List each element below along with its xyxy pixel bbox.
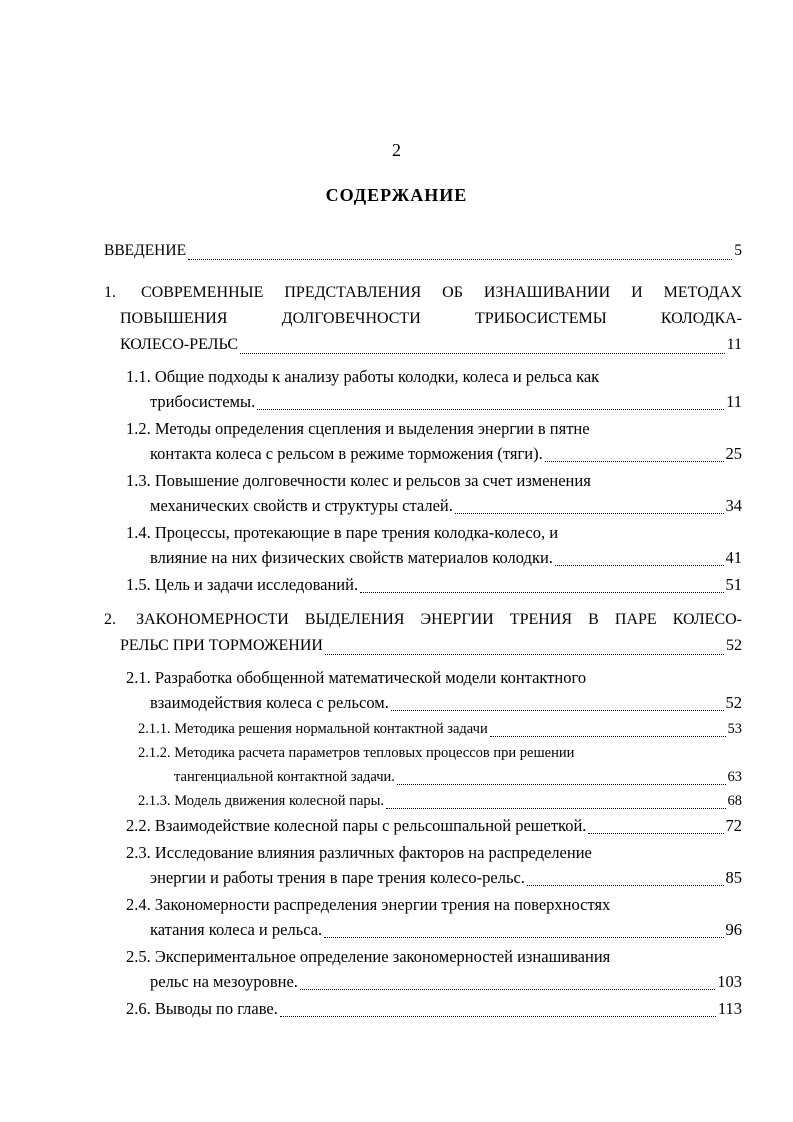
section-title-line: 2.4. Закономерности распределения энергии трения на поверхностях bbox=[126, 895, 611, 914]
section-title-line: 1.3. Повышение долговечности колес и рельсов за счет изменения bbox=[126, 471, 591, 490]
section-title-line: 1.1. Общие подходы к анализу работы колодки, колеса и рельса как bbox=[126, 367, 600, 386]
section-title-line: взаимодействия колеса с рельсом. bbox=[150, 693, 389, 712]
leader-dots bbox=[397, 783, 726, 785]
toc-page-number: 96 bbox=[725, 920, 742, 939]
chapter-title-line: КОЛЕСО-РЕЛЬС bbox=[120, 336, 238, 353]
leader-dots bbox=[325, 653, 724, 655]
toc-page-number: 52 bbox=[726, 637, 742, 654]
toc-subsection-2-1-2[interactable] bbox=[104, 741, 742, 789]
toc-section-2-6[interactable] bbox=[104, 996, 742, 1021]
section-title-line: механических свойств и структуры сталей. bbox=[150, 496, 453, 515]
toc-page-number: 11 bbox=[726, 392, 742, 411]
leader-dots bbox=[527, 884, 724, 886]
leader-dots bbox=[300, 988, 715, 990]
section-title-line: 2.6. Выводы по главе. bbox=[126, 999, 278, 1018]
leader-dots bbox=[360, 591, 723, 593]
chapter-title-line: ПОВЫШЕНИЯ ДОЛГОВЕЧНОСТИ ТРИБОСИСТЕМЫ КОЛОДКА- bbox=[120, 310, 742, 327]
leader-dots bbox=[588, 832, 723, 834]
toc-section-2-3[interactable] bbox=[104, 840, 742, 890]
toc-entry-intro[interactable] bbox=[104, 238, 742, 264]
toc-section-1-5[interactable] bbox=[104, 572, 742, 597]
toc-section-2-5[interactable] bbox=[104, 944, 742, 994]
section-title-line: 1.5. Цель и задачи исследований. bbox=[126, 575, 359, 594]
leader-dots bbox=[455, 512, 724, 514]
section-title-line: 2.3. Исследование влияния различных факторов на распределение bbox=[126, 843, 592, 862]
section-title-line: энергии и работы трения в паре трения колесо-рельс. bbox=[150, 868, 525, 887]
toc-page-number: 63 bbox=[727, 769, 742, 785]
section-title-line: 2.1. Разработка обобщенной математической модели контактного bbox=[126, 668, 587, 687]
chapter-title-line: ЗАКОНОМЕРНОСТИ ВЫДЕЛЕНИЯ ЭНЕРГИИ ТРЕНИЯ В ПАРЕ КОЛЕСО- bbox=[136, 611, 742, 628]
toc-title: СОДЕРЖАНИЕ bbox=[325, 185, 468, 205]
chapter-number: 1. bbox=[104, 284, 116, 301]
leader-dots bbox=[386, 807, 725, 809]
subsection-title-line: 2.1.1. Методика решения нормальной контактной задачи bbox=[138, 721, 488, 737]
toc-page-number: 11 bbox=[726, 336, 742, 353]
leader-dots bbox=[545, 460, 724, 462]
toc-chapter-1[interactable] bbox=[104, 280, 742, 358]
leader-dots bbox=[555, 564, 724, 566]
toc-section-2-1[interactable] bbox=[104, 665, 742, 715]
chapter-title-line: СОВРЕМЕННЫЕ ПРЕДСТАВЛЕНИЯ ОБ ИЗНАШИВАНИИ И МЕТОДАХ bbox=[140, 284, 742, 301]
toc-page-number: 5 bbox=[734, 242, 742, 259]
subsection-title-line: 2.1.2. Методика расчета параметров тепловых процессов при решении bbox=[138, 745, 575, 761]
section-title-line: 2.2. Взаимодействие колесной пары с рельсошпальной решеткой. bbox=[126, 816, 587, 835]
section-title-line: контакта колеса с рельсом в режиме торможения (тяги). bbox=[150, 444, 543, 463]
toc-page-number: 51 bbox=[725, 575, 742, 594]
toc-section-1-2[interactable] bbox=[104, 416, 742, 466]
page-number: 2 bbox=[392, 140, 401, 160]
toc-page-number: 72 bbox=[725, 816, 742, 835]
section-title-line: катания колеса и рельса. bbox=[150, 920, 323, 939]
toc-page-number: 53 bbox=[727, 721, 742, 737]
toc-page-number: 52 bbox=[725, 693, 742, 712]
toc-page-number: 68 bbox=[727, 793, 742, 809]
toc-page-number: 25 bbox=[725, 444, 742, 463]
toc-subsection-2-1-1[interactable] bbox=[104, 717, 742, 741]
chapter-title-line: РЕЛЬС ПРИ ТОРМОЖЕНИИ bbox=[120, 637, 323, 654]
leader-dots bbox=[490, 735, 726, 737]
leader-dots bbox=[257, 408, 724, 410]
toc-section-1-1[interactable] bbox=[104, 364, 742, 414]
toc-page-number: 85 bbox=[725, 868, 742, 887]
leader-dots bbox=[280, 1015, 716, 1017]
section-title-line: 2.5. Экспериментальное определение закономерностей изнашивания bbox=[126, 947, 611, 966]
table-of-contents bbox=[104, 238, 742, 1023]
toc-subsection-2-1-3[interactable] bbox=[104, 789, 742, 813]
toc-section-1-3[interactable] bbox=[104, 468, 742, 518]
subsection-title-line: тангенциальной контактной задачи. bbox=[174, 769, 395, 785]
section-title-line: 1.4. Процессы, протекающие в паре трения колодка-колесо, и bbox=[126, 523, 559, 542]
toc-section-2-4[interactable] bbox=[104, 892, 742, 942]
toc-section-1-4[interactable] bbox=[104, 520, 742, 570]
leader-dots bbox=[391, 709, 724, 711]
section-title-line: рельс на мезоуровне. bbox=[150, 972, 298, 991]
leader-dots bbox=[188, 258, 732, 260]
toc-chapter-2[interactable] bbox=[104, 607, 742, 659]
toc-page-number: 41 bbox=[725, 548, 742, 567]
chapter-number: 2. bbox=[104, 611, 116, 628]
leader-dots bbox=[240, 352, 725, 354]
section-title-line: 1.2. Методы определения сцепления и выделения энергии в пятне bbox=[126, 419, 590, 438]
toc-entry-label: ВВЕДЕНИЕ bbox=[104, 242, 187, 259]
toc-page-number: 34 bbox=[725, 496, 742, 515]
toc-section-2-2[interactable] bbox=[104, 813, 742, 838]
toc-page-number: 103 bbox=[717, 972, 742, 991]
subsection-title-line: 2.1.3. Модель движения колесной пары. bbox=[138, 793, 385, 809]
leader-dots bbox=[324, 936, 723, 938]
section-title-line: трибосистемы. bbox=[150, 392, 256, 411]
section-title-line: влияние на них физических свойств материалов колодки. bbox=[150, 548, 553, 567]
toc-page-number: 113 bbox=[717, 999, 742, 1018]
